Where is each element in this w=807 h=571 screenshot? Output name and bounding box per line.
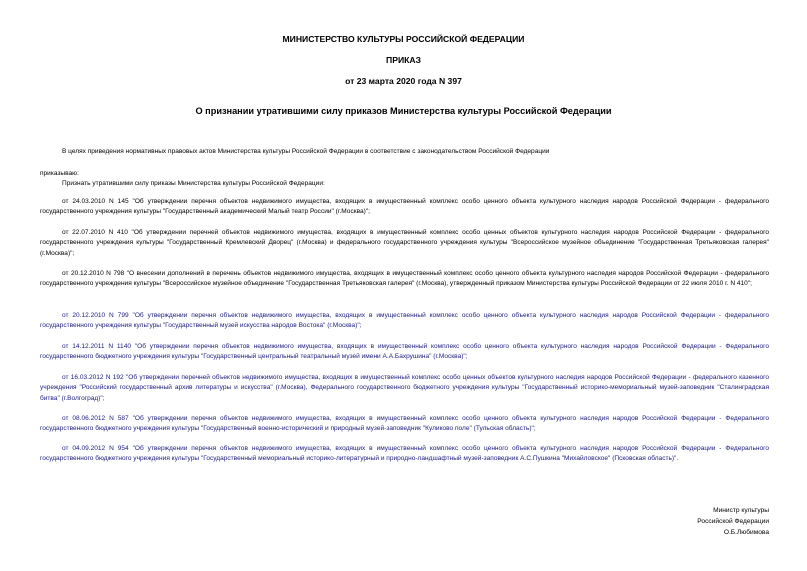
ministry-heading: МИНИСТЕРСТВО КУЛЬТУРЫ РОССИЙСКОЙ ФЕДЕРАЦИИ	[282, 34, 525, 44]
signature-position: Министр культуры	[713, 507, 769, 514]
signature-organization: Российской Федерации	[697, 518, 769, 525]
document-title: О признании утратившими силу приказов Министерства культуры Российской Федерации	[195, 106, 612, 116]
signature-name: О.Б.Любимова	[723, 529, 769, 536]
revoked-order-item-3: от 20.12.2010 N 798 "О внесении дополнений в перечень объектов недвижимого имущества, входящих в имущественный комплекс особо ценного объекта культурного наследия народов Российской Федерации - федерального государственного учреждения культуры "Всероссийское музейное объединение "Государственная Третьяковская галерея" (г.Москва), утвержденный приказом Министерства культуры Российской Федерации от 22 июля 2010 г. N 410";	[40, 270, 769, 288]
document-type-heading: ПРИКАЗ	[386, 55, 421, 65]
revoked-order-item-7[interactable]: от 08.06.2012 N 587 "Об утверждении перечня объектов недвижимого имущества, входящих в имущественный комплекс особо ценного объекта культурного наследия народов Российской Федерации - Федерального государственного бюджетного учреждения культуры "Государственный военно-исторический и природный музей-заповедник "Куликово поле" (Тульская область)";	[40, 415, 769, 433]
intro-paragraph: В целях приведения нормативных правовых актов Министерства культуры Российской Федерации в соответствие с законодательством Российской Федерации	[62, 148, 550, 155]
revoked-order-item-2: от 22.07.2010 N 410 "Об утверждении перечней объектов недвижимого имущества, входящих в имущественный комплекс особо ценных объектов культурного наследия народов Российской Федерации - федерального государственного учреждения культуры "Государственный Кремлевский Дворец" (г.Москва) и федерального государственного учреждения культуры "Всероссийское музейное объединение "Государственная Третьяковская галерея" (г.Москва)";	[40, 229, 769, 257]
date-number-heading: от 23 марта 2020 года N 397	[345, 76, 462, 86]
revoked-order-item-6[interactable]: от 16.03.2012 N 192 "Об утверждении перечней объектов недвижимого имущества, входящих в имущественный комплекс особо ценных объектов культурного наследия народов Российской Федерации - федерального казенного учреждения "Российский государственный архив литературы и искусства" (г.Москва), Федерального государственного бюджетного учреждения культуры "Государственный историко-мемориальный музей-заповедник "Сталинградская битва" (г.Волгоград)";	[40, 374, 769, 402]
revoked-order-item-1: от 24.03.2010 N 145 "Об утверждении перечня объектов недвижимого имущества, входящих в имущественный комплекс особо ценного объекта культурного наследия народов Российской Федерации - федерального государственного учреждения культуры "Государственный академический Малый театр России" (г.Москва)";	[40, 198, 769, 216]
revoked-order-item-5[interactable]: от 14.12.2011 N 1140 "Об утверждении перечня объектов недвижимого имущества, входящих в имущественный комплекс особо ценного объекта культурного наследия народов Российской Федерации - Федерального государственного бюджетного учреждения культуры "Государственный центральный театральный музей имени А.А.Бахрушина" (г.Москва)";	[40, 343, 769, 361]
order-word: приказываю:	[40, 170, 79, 177]
recognize-paragraph: Признать утратившими силу приказы Министерства культуры Российской Федерации:	[62, 180, 325, 187]
revoked-order-item-4[interactable]: от 20.12.2010 N 799 "Об утверждении перечня объектов недвижимого имущества, входящих в имущественный комплекс особо ценного объекта культурного наследия народов Российской Федерации - федерального государственного учреждения культуры "Государственный музей искусства народов Востока" (г.Москва)";	[40, 312, 769, 330]
revoked-order-item-8[interactable]: от 04.09.2012 N 954 "Об утверждении перечня объектов недвижимого имущества, входящих в имущественный комплекс особо ценного объекта культурного наследия народов Российской Федерации - Федерального государственного бюджетного учреждения культуры "Государственный мемориальный историко-литературный и природно-ландшафтный музей-заповедник А.С.Пушкина "Михайловское" (Псковская область)".	[40, 445, 769, 463]
